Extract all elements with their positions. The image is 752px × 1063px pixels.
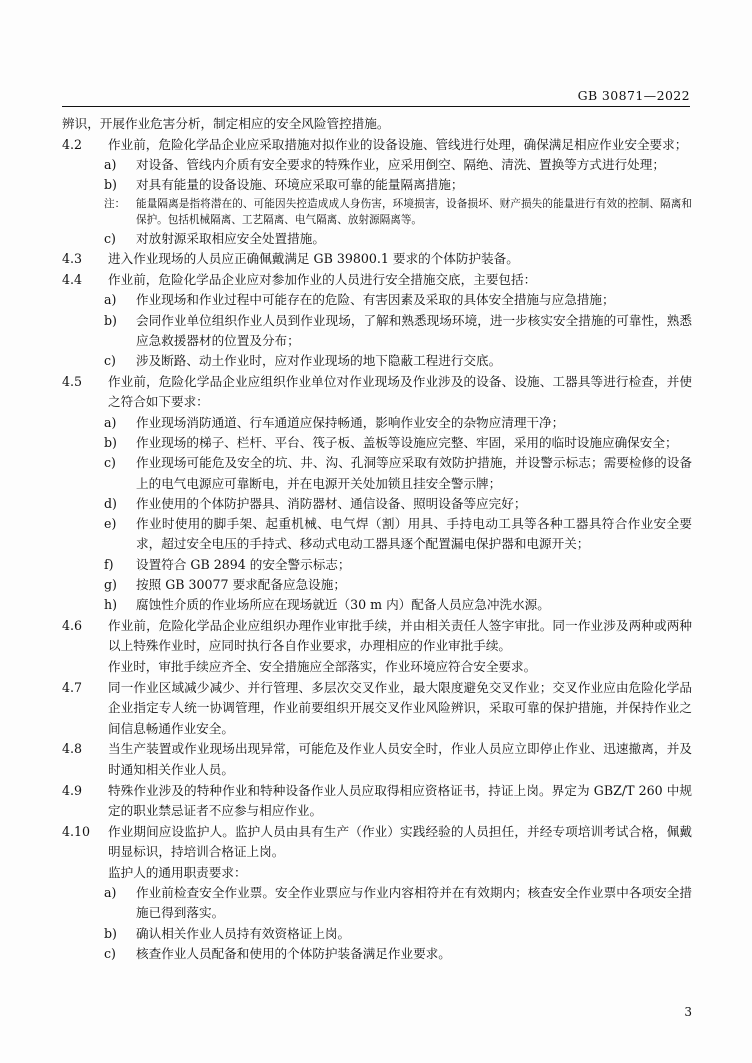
list-item-label: c) <box>104 945 116 961</box>
list-item <box>62 514 692 555</box>
clause-number: 4.3 <box>62 251 83 267</box>
list-item-text: 对设备、管线内介质有安全要求的特殊作业，应采用倒空、隔绝、清洗、置换等方式进行处理； <box>136 157 665 173</box>
note-label: 注： <box>104 197 126 210</box>
list-item-label: h) <box>104 597 118 613</box>
list-item-label: d) <box>104 495 117 511</box>
list-item-text: 作业现场和作业过程中可能存在的危险、有害因素及采取的具体安全措施与应急措施； <box>136 292 615 308</box>
list-item-text: 对放射源采取相应安全处置措施。 <box>136 230 325 246</box>
list-item-text: 对具有能量的设备设施、环境应采取可靠的能量隔离措施； <box>136 177 464 193</box>
list-item-text: 作业现场的梯子、栏杆、平台、筏子板、盖板等设施应完整、牢固，采用的临时设施应确保安全； <box>136 434 678 450</box>
list-item <box>62 290 692 310</box>
list-item <box>62 575 692 595</box>
list-item-text: 腐蚀性介质的作业场所应在现场就近（30 m 内）配备人员应急冲洗水源。 <box>136 597 550 613</box>
clause-4-8 <box>62 739 692 780</box>
clause-4-10 <box>62 822 692 863</box>
list-item-label: b) <box>104 925 117 941</box>
clause-text: 同一作业区域减少减少、并行管理、多层次交叉作业，最大限度避免交叉作业；交叉作业应由危险化学品企业指定专人统一协调管理，作业前要组织开展交叉作业风险辨识，采取可靠的保护措施，并保持作业之间信息畅通作业安全。 <box>108 680 692 736</box>
list-item <box>62 944 692 964</box>
list-item-text: 涉及断路、动土作业时，应对作业现场的地下隐蔽工程进行交底。 <box>136 353 502 369</box>
list-item-label: b) <box>104 434 117 450</box>
list-item-text: 作业现场可能危及安全的坑、井、沟、孔洞等应采取有效防护措施，并设警示标志；需要检修的设备上的电气电源应可靠断电，并在电源开关处加锁且挂安全警示牌； <box>136 455 692 491</box>
list-item-label: b) <box>104 312 117 328</box>
clause-text: 当生产装置或作业现场出现异常，可能危及作业人员安全时，作业人员应立即停止作业、迅速撤离，并及时通知相关作业人员。 <box>108 741 692 777</box>
clause-text: 作业前，危险化学品企业应组织作业单位对作业现场及作业涉及的设备、设施、工器具等进行检查，并使之符合如下要求： <box>108 374 692 410</box>
clause-4-3 <box>62 249 692 269</box>
list-item <box>62 175 692 195</box>
list-item-label: f) <box>104 556 114 572</box>
clause-4-6 <box>62 616 692 657</box>
clause-continuation-text: 作业时，审批手续应齐全、安全措施应全部落实，作业环境应符合安全要求。 <box>108 659 537 675</box>
list-item-label: c) <box>104 230 116 246</box>
clause-text: 作业前，危险化学品企业应采取措施对拟作业的设备设施、管线进行处理，确保满足相应作业安全要求； <box>108 136 688 152</box>
list-item <box>62 494 692 514</box>
clause-number: 4.4 <box>62 272 83 288</box>
list-item <box>62 229 692 249</box>
page-header-standard-code: GB 30871—2022 <box>577 88 690 103</box>
page-content <box>62 114 692 964</box>
clause-number: 4.10 <box>62 823 91 839</box>
list-item <box>62 924 692 944</box>
list-item-label: e) <box>104 516 117 532</box>
list-item <box>62 311 692 352</box>
clause-4-5 <box>62 372 692 413</box>
list-item <box>62 453 692 494</box>
list-item <box>62 883 692 924</box>
page-number: 3 <box>684 1005 692 1019</box>
list-item-label: c) <box>104 455 116 471</box>
clause-text: 作业前，危险化学品企业应对参加作业的人员进行安全措施交底，主要包括： <box>108 272 537 288</box>
note-text: 能量隔离是指将潜在的、可能因失控造成成人身伤害，环境损害，设备损坏、财产损失的能量进行有效的控制、隔离和保护。包括机械隔离、工艺隔离、电气隔离、放射源隔离等。 <box>136 197 692 227</box>
list-item-text: 作业使用的个体防护器具、消防器材、通信设备、照明设备等应完好； <box>136 495 527 511</box>
clause-4-10-continuation <box>62 863 692 883</box>
clause-4-2 <box>62 135 692 155</box>
list-item-text: 核查作业人员配备和使用的个体防护装备满足作业要求。 <box>136 945 451 961</box>
clause-text: 作业前，危险化学品企业应组织办理作业审批手续，并由相关责任人签字审批。同一作业涉及两种或两种以上特殊作业时，应同时执行各自作业要求，办理相应的作业审批手续。 <box>108 618 692 654</box>
list-item-label: g) <box>104 577 117 593</box>
clause-text: 作业期间应设监护人。监护人员由具有生产（作业）实践经验的人员担任，并经专项培训考试合格，佩戴明显标识，持培训合格证上岗。 <box>108 823 692 859</box>
clause-continuation-text: 监护人的通用职责要求： <box>108 864 247 880</box>
list-item <box>62 433 692 453</box>
clause-text: 进入作业现场的人员应正确佩戴满足 GB 39800.1 要求的个体防护装备。 <box>108 251 519 267</box>
list-item-label: b) <box>104 177 117 193</box>
list-item-label: a) <box>104 157 117 173</box>
clause-number: 4.5 <box>62 374 83 390</box>
clause-4-7 <box>62 678 692 739</box>
list-item-text: 作业现场消防通道、行车通道应保持畅通，影响作业安全的杂物应清理干净； <box>136 414 565 430</box>
clause-number: 4.8 <box>62 741 83 757</box>
clause-number: 4.7 <box>62 680 83 696</box>
header-rule <box>62 106 690 107</box>
list-item-label: a) <box>104 414 117 430</box>
list-item-text: 设置符合 GB 2894 的安全警示标志； <box>136 556 351 572</box>
list-item <box>62 413 692 433</box>
clause-number: 4.6 <box>62 618 83 634</box>
list-item-text: 作业前检查安全作业票。安全作业票应与作业内容相符并在有效期内；核查安全作业票中各项安全措施已得到落实。 <box>136 885 692 921</box>
list-item-text: 确认相关作业人员持有效资格证上岗。 <box>136 925 351 941</box>
list-item <box>62 351 692 371</box>
clause-4-4 <box>62 270 692 290</box>
note-block <box>62 196 692 229</box>
list-item-text: 按照 GB 30077 要求配备应急设施； <box>136 577 346 593</box>
list-item-text: 会同作业单位组织作业人员到作业现场，了解和熟悉现场环境，进一步核实安全措施的可靠性，熟悉应急救援器材的位置及分布； <box>136 312 692 348</box>
list-item <box>62 595 692 615</box>
list-item <box>62 155 692 175</box>
list-item-label: c) <box>104 353 116 369</box>
list-item-label: a) <box>104 885 117 900</box>
list-item-label: a) <box>104 292 117 308</box>
clause-number: 4.2 <box>62 136 83 152</box>
clause-4-6-continuation <box>62 657 692 677</box>
clause-4-9 <box>62 781 692 822</box>
clause-text: 特殊作业涉及的特种作业和特种设备作业人员应取得相应资格证书，持证上岗。界定为 GBZ/T 260 中规定的职业禁忌证者不应参与相应作业。 <box>108 782 692 818</box>
clause-number: 4.9 <box>62 782 83 798</box>
list-item-text: 作业时使用的脚手架、起重机械、电气焊（割）用具、手持电动工具等各种工器具符合作业安全要求，超过安全电压的手持式、移动式电动工器具逐个配置漏电保护器和电源开关； <box>136 516 692 552</box>
list-item <box>62 555 692 575</box>
lead-paragraph: 辨识，开展作业危害分析，制定相应的安全风险管控措施。 <box>62 116 390 131</box>
